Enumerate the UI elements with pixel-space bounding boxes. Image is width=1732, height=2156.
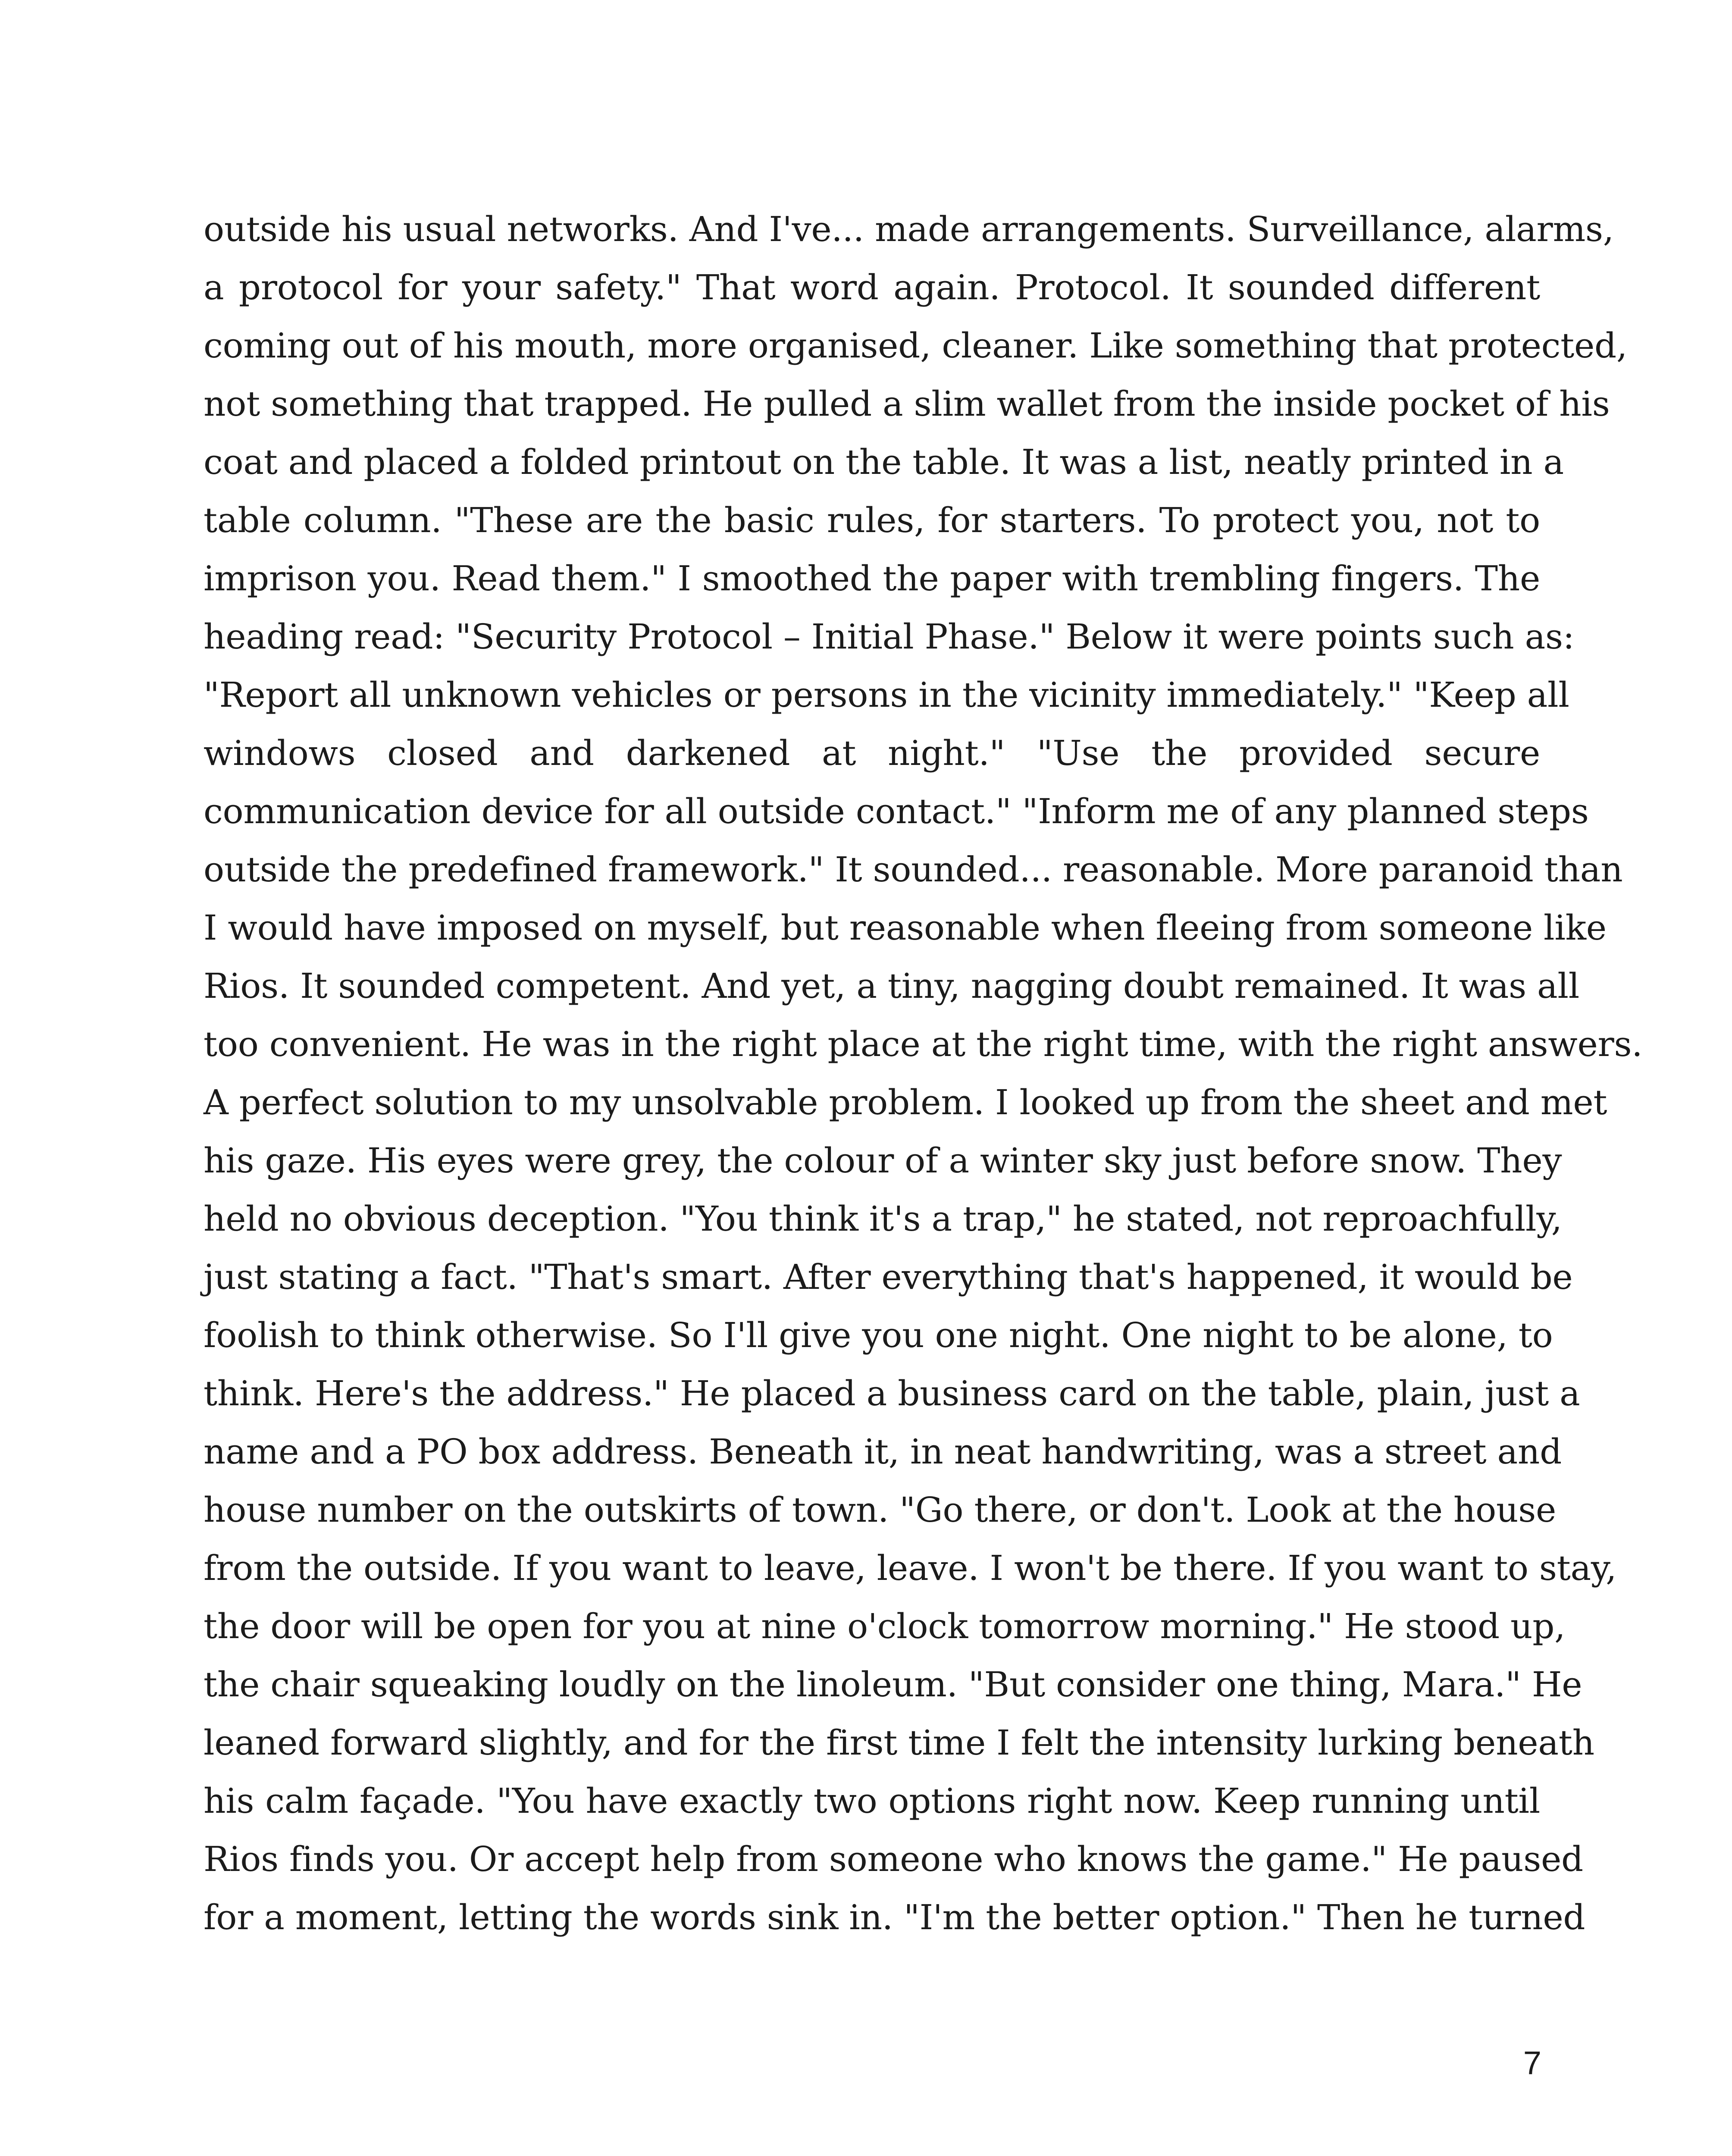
text-line: the chair squeaking loudly on the linoleum. "But consider one thing, Mara." He	[204, 1664, 1582, 1705]
text-line: Rios. It sounded competent. And yet, a tiny, nagging doubt remained. It was all	[204, 966, 1579, 1006]
text-line: a protocol for your safety." That word again. Protocol. It sounded different	[204, 267, 1540, 307]
text-line: name and a PO box address. Beneath it, in neat handwriting, was a street and	[204, 1432, 1562, 1472]
text-line: communication device for all outside contact." "Inform me of any planned steps	[204, 791, 1589, 831]
text-line: coat and placed a folded printout on the table. It was a list, neatly printed in a	[204, 442, 1564, 482]
text-line: table column. "These are the basic rules, for starters. To protect you, not to	[204, 500, 1540, 540]
text-line: house number on the outskirts of town. "Go there, or don't. Look at the house	[204, 1490, 1557, 1530]
text-line: think. Here's the address." He placed a business card on the table, plain, just a	[204, 1373, 1580, 1413]
text-line: "Report all unknown vehicles or persons in the vicinity immediately." "Keep all	[204, 675, 1569, 715]
page-number: 7	[1523, 2045, 1541, 2081]
text-line: I would have imposed on myself, but reasonable when fleeing from someone like	[204, 908, 1607, 948]
text-line: heading read: "Security Protocol – Initial Phase." Below it were points such as:	[204, 617, 1575, 657]
text-line: coming out of his mouth, more organised, cleaner. Like something that protected,	[204, 326, 1628, 366]
text-line: his gaze. His eyes were grey, the colour of a winter sky just before snow. They	[204, 1141, 1562, 1181]
text-line: imprison you. Read them." I smoothed the paper with trembling fingers. The	[204, 558, 1540, 599]
text-line: Rios finds you. Or accept help from someone who knows the game." He paused	[204, 1839, 1583, 1879]
text-line: not something that trapped. He pulled a slim wallet from the inside pocket of his	[204, 384, 1610, 424]
text-line: windows closed and darkened at night." "Use the provided secure	[204, 733, 1540, 773]
text-line: his calm façade. "You have exactly two options right now. Keep running until	[204, 1781, 1540, 1821]
text-line: held no obvious deception. "You think it's a trap," he stated, not reproachfully,	[204, 1199, 1562, 1239]
text-line: leaned forward slightly, and for the first time I felt the intensity lurking beneath	[204, 1723, 1594, 1763]
text-line: outside the predefined framework." It sounded... reasonable. More paranoid than	[204, 849, 1623, 890]
text-line: too convenient. He was in the right place at the right time, with the right answers.	[204, 1024, 1643, 1064]
text-line: A perfect solution to my unsolvable problem. I looked up from the sheet and met	[204, 1082, 1607, 1122]
text-line: foolish to think otherwise. So I'll give you one night. One night to be alone, to	[204, 1315, 1553, 1355]
text-line: the door will be open for you at nine o'clock tomorrow morning." He stood up,	[204, 1606, 1566, 1646]
body-paragraph	[204, 200, 1643, 1946]
text-line: for a moment, letting the words sink in. "I'm the better option." Then he turned	[204, 1897, 1585, 1937]
text-line: from the outside. If you want to leave, leave. I won't be there. If you want to stay,	[204, 1548, 1617, 1588]
text-line: outside his usual networks. And I've... made arrangements. Surveillance, alarms,	[204, 209, 1614, 249]
text-line: just stating a fact. "That's smart. After everything that's happened, it would be	[204, 1257, 1573, 1297]
